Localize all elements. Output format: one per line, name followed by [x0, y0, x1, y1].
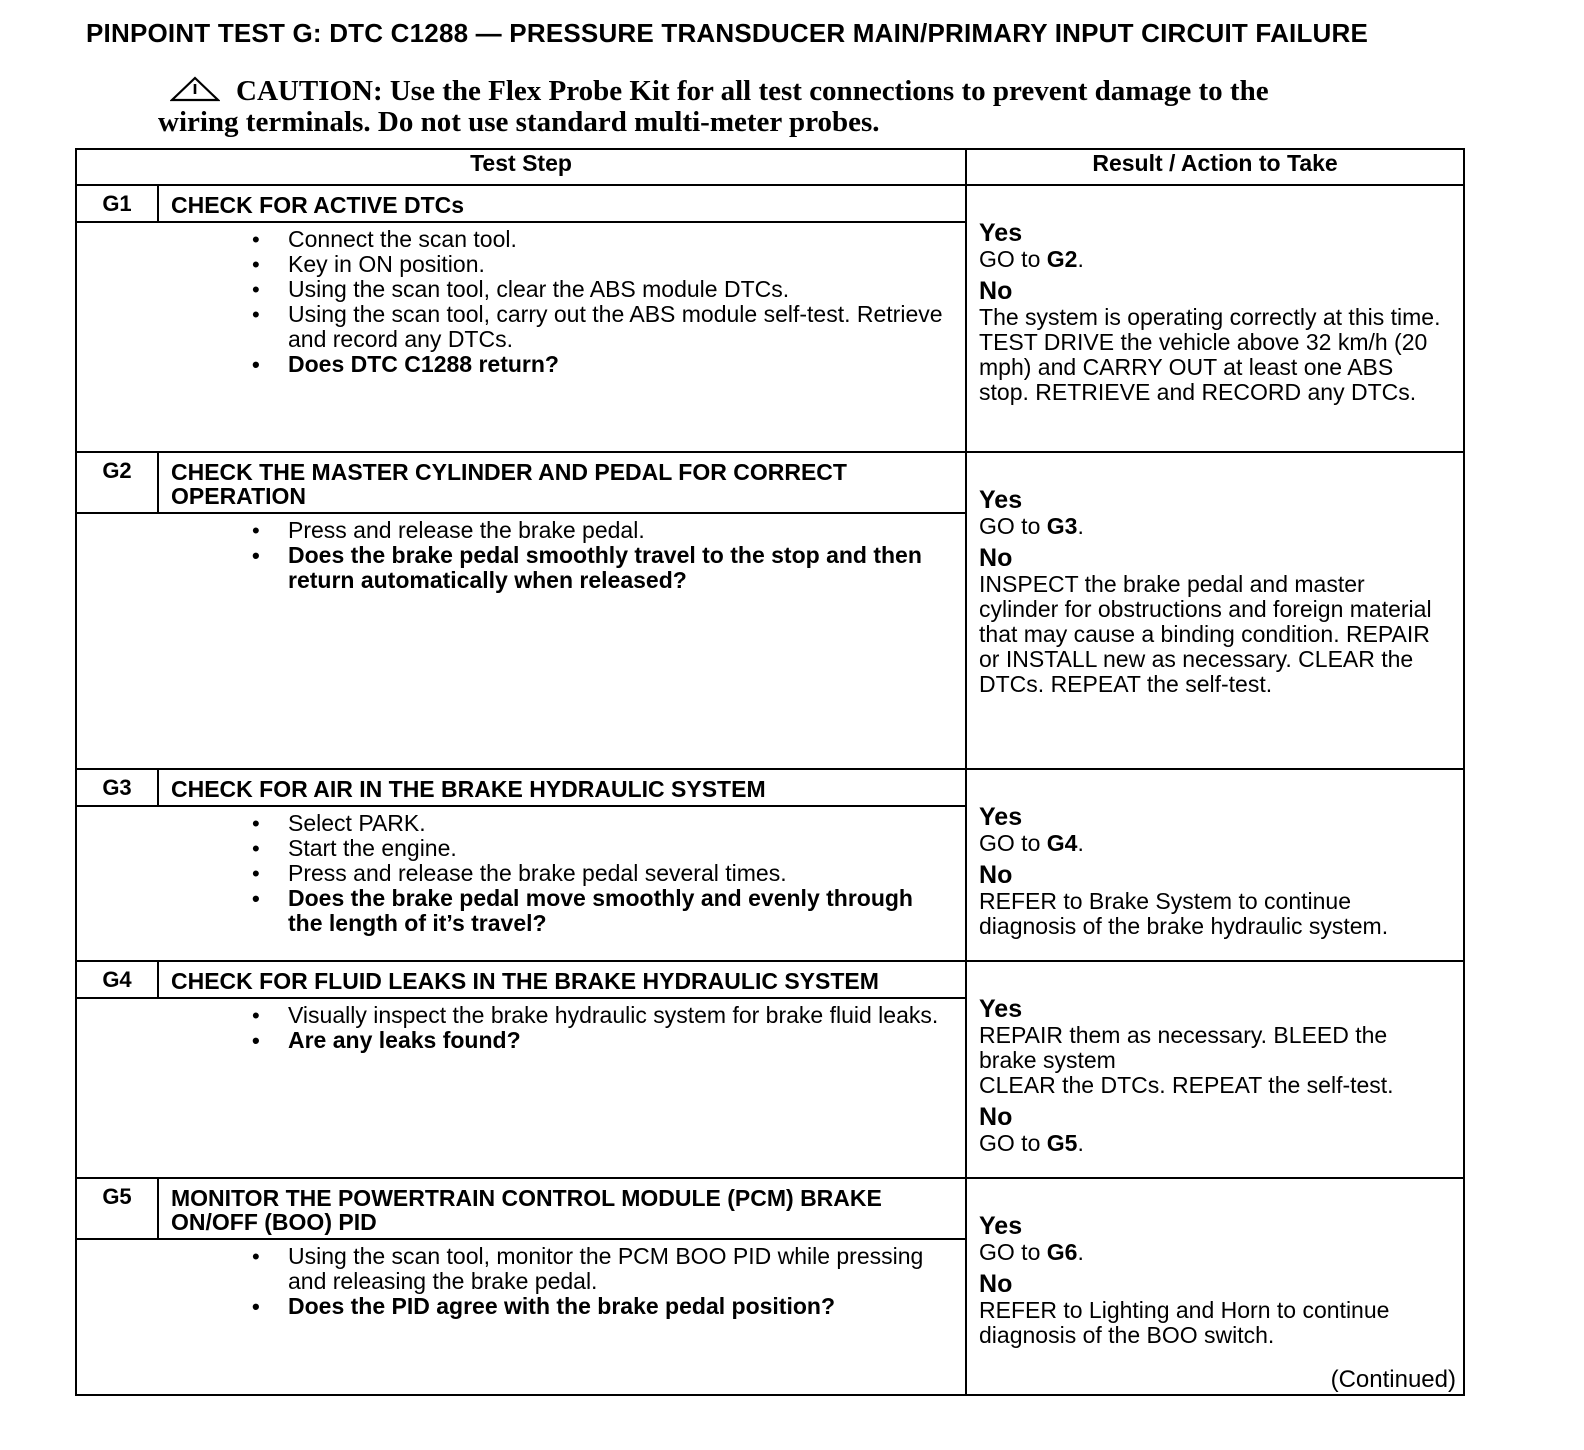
col-header-result: Result / Action to Take — [966, 149, 1464, 185]
step-spacer — [76, 222, 158, 452]
step-spacer — [76, 806, 158, 961]
step-bullet: • Using the scan tool, clear the ABS module DTCs. — [288, 277, 949, 302]
step-number: G4 — [76, 961, 158, 998]
yes-label: Yes — [979, 219, 1023, 247]
step-spacer — [76, 1239, 158, 1395]
step-body — [158, 222, 966, 452]
col-header-test-step: Test Step — [76, 149, 966, 185]
yes-action-end: . — [1077, 1239, 1084, 1265]
yes-step-ref: G6 — [1046, 1239, 1078, 1265]
step-bullet-list — [198, 227, 949, 377]
step-body — [158, 998, 966, 1178]
yes-action-text: GO to — [979, 513, 1047, 539]
no-label: No — [979, 277, 1013, 305]
continued-label: (Continued) — [1330, 1366, 1456, 1393]
yes-label: Yes — [979, 1212, 1023, 1240]
yes-step-ref: G4 — [1046, 830, 1078, 856]
no-step-ref: G5 — [1046, 1130, 1078, 1156]
no-action: INSPECT the brake pedal and master cylinder for obstructions and foreign material that may cause a binding condition. REPAIR or INSTALL new as necessary. CLEAR the DTCs. REPEAT the self-test. — [979, 571, 1432, 697]
no-action-text: GO to — [979, 1130, 1047, 1156]
no-action: The system is operating correctly at this time. TEST DRIVE the vehicle above 32 km/h (20 mph) and CARRY OUT at least one ABS stop. RETRIEVE and RECORD any DTCs. — [979, 304, 1441, 405]
page-title: PINPOINT TEST G: DTC C1288 — PRESSURE TRANSDUCER MAIN/PRIMARY INPUT CIRCUIT FAILURE — [86, 18, 1369, 48]
step-result — [966, 961, 1464, 1178]
step-heading: CHECK FOR ACTIVE DTCs — [158, 185, 966, 222]
step-header-row — [76, 961, 1464, 998]
step-number: G5 — [76, 1178, 158, 1239]
step-question: • Does DTC C1288 return? — [288, 352, 949, 377]
step-body — [158, 1239, 966, 1395]
yes-action — [979, 1240, 1449, 1265]
step-bullet: • Press and release the brake pedal several times. — [288, 861, 949, 886]
step-result — [966, 452, 1464, 769]
step-header-row — [76, 452, 1464, 513]
yes-action — [979, 514, 1449, 539]
yes-action: REPAIR them as necessary. BLEED the brake system — [979, 1022, 1388, 1073]
step-heading: CHECK FOR FLUID LEAKS IN THE BRAKE HYDRAULIC SYSTEM — [158, 961, 966, 998]
caution-line-1: CAUTION: Use the Flex Probe Kit for all test connections to prevent damage to the — [236, 75, 1269, 107]
yes-action-text: GO to — [979, 246, 1047, 272]
step-header-row — [76, 185, 1464, 222]
yes-action-end: . — [1077, 830, 1084, 856]
step-bullet: • Select PARK. — [288, 811, 949, 836]
step-heading: CHECK THE MASTER CYLINDER AND PEDAL FOR CORRECT OPERATION — [158, 452, 966, 513]
no-action: REFER to Brake System to continue diagnosis of the brake hydraulic system. — [979, 888, 1389, 939]
step-bullet: • Visually inspect the brake hydraulic system for brake fluid leaks. — [288, 1003, 949, 1028]
yes-action-text: GO to — [979, 830, 1047, 856]
warning-triangle-icon — [170, 76, 220, 102]
yes-action-2: CLEAR the DTCs. REPEAT the self-test. — [979, 1072, 1394, 1098]
no-action: REFER to Lighting and Horn to continue diagnosis of the BOO switch. — [979, 1297, 1390, 1348]
yes-step-ref: G3 — [1046, 513, 1078, 539]
no-action — [979, 1131, 1449, 1156]
step-result — [966, 769, 1464, 961]
step-bullet: • Connect the scan tool. — [288, 227, 949, 252]
step-bullet: • Using the scan tool, monitor the PCM BOO PID while pressing and releasing the brake pedal. — [288, 1244, 949, 1294]
step-number: G3 — [76, 769, 158, 806]
step-body — [158, 513, 966, 769]
step-bullet-list — [198, 518, 949, 593]
step-bullet-list — [198, 1003, 949, 1053]
no-label: No — [979, 861, 1013, 889]
step-question: • Does the brake pedal move smoothly and evenly through the length of it’s travel? — [288, 886, 949, 936]
step-spacer — [76, 513, 158, 769]
yes-action-text: GO to — [979, 1239, 1047, 1265]
no-label: No — [979, 1270, 1013, 1298]
step-heading: MONITOR THE POWERTRAIN CONTROL MODULE (PCM) BRAKE ON/OFF (BOO) PID — [158, 1178, 966, 1239]
step-question: • Does the brake pedal smoothly travel to the stop and then return automatically when released? — [288, 543, 949, 593]
step-number: G1 — [76, 185, 158, 222]
step-spacer — [76, 998, 158, 1178]
yes-action — [979, 247, 1449, 272]
no-label: No — [979, 544, 1013, 572]
diagnostic-table — [75, 148, 1465, 1396]
step-question: • Are any leaks found? — [288, 1028, 949, 1053]
step-bullet-list — [198, 1244, 949, 1319]
yes-label: Yes — [979, 995, 1023, 1023]
yes-action-end: . — [1077, 246, 1084, 272]
yes-action-end: . — [1077, 513, 1084, 539]
caution-note — [158, 76, 1418, 138]
step-bullet: • Using the scan tool, carry out the ABS module self-test. Retrieve and record any DTCs. — [288, 302, 949, 352]
yes-label: Yes — [979, 803, 1023, 831]
step-bullet: • Key in ON position. — [288, 252, 949, 277]
no-action-end: . — [1077, 1130, 1084, 1156]
step-result — [966, 1178, 1464, 1395]
yes-step-ref: G2 — [1046, 246, 1078, 272]
step-heading: CHECK FOR AIR IN THE BRAKE HYDRAULIC SYSTEM — [158, 769, 966, 806]
step-body — [158, 806, 966, 961]
step-bullet: • Start the engine. — [288, 836, 949, 861]
no-label: No — [979, 1103, 1013, 1131]
step-header-row — [76, 1178, 1464, 1239]
step-header-row — [76, 769, 1464, 806]
caution-line-2: wiring terminals. Do not use standard multi-meter probes. — [158, 106, 880, 138]
yes-label: Yes — [979, 486, 1023, 514]
step-number: G2 — [76, 452, 158, 513]
yes-action — [979, 831, 1449, 856]
step-result — [966, 185, 1464, 452]
step-question: • Does the PID agree with the brake pedal position? — [288, 1294, 949, 1319]
step-bullet-list — [198, 811, 949, 936]
step-bullet: • Press and release the brake pedal. — [288, 518, 949, 543]
